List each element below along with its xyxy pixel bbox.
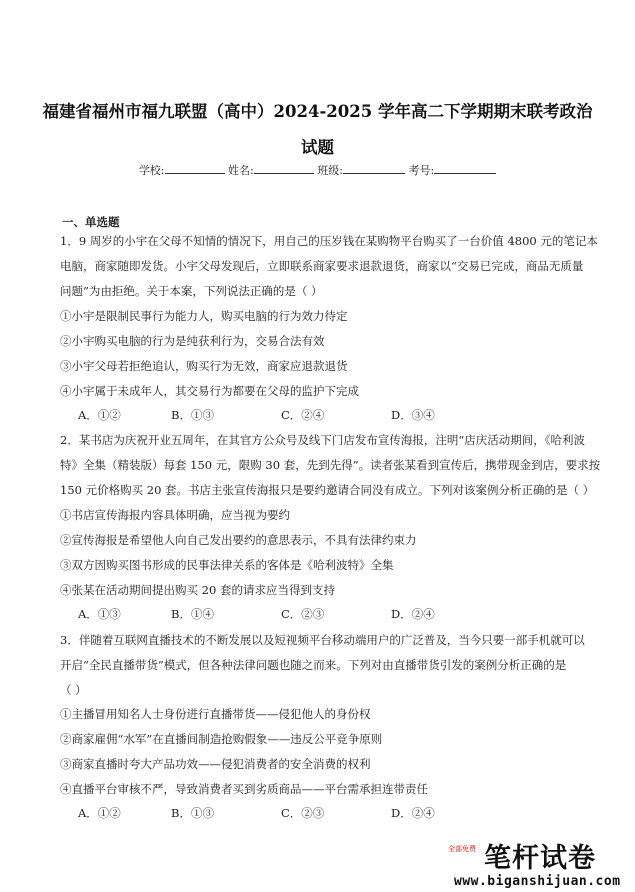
- question-1-line-3: 问题”为由拒绝。关于本案，下列说法正确的是（ ）: [60, 284, 323, 298]
- question-3-line-2: 开启“全民直播带货”模式，但各种法律问题也随之而来。下列对由直播带货引发的案例分析正确的是: [60, 658, 567, 672]
- question-2-answer-b: B．①④: [171, 607, 214, 621]
- question-2-option-4: ④张某在活动期间提出购买 20 套的请求应当得到支持: [60, 583, 335, 597]
- exam-title-line2: 试题: [301, 138, 334, 157]
- question-2-line-3: 150 元价格购买 20 套。书店主张宣传海报只是要约邀请合同没有成立。下列对该案例分析正确的是（ ）: [60, 483, 595, 497]
- question-1-option-4: ④小宇属于未成年人，其交易行为都要在父母的监护下完成: [60, 384, 359, 398]
- question-2-line-2: 特》全集（精装版）每套 150 元，限购 30 套，先到先得”。读者张某看到宣传后，携带现金到店，要求按: [60, 458, 601, 472]
- question-1-line-2: 电脑，商家随即发货。小宇父母发现后，立即联系商家要求退款退货，商家以“交易已完成，商品无质量: [60, 259, 584, 273]
- student-info-row: [0, 162, 635, 178]
- question-3-option-2: ②商家雇佣“水军”在直播间制造抢购假象——违反公平竞争原则: [60, 732, 383, 746]
- class-label: 班级:: [317, 164, 343, 177]
- question-3-line-3: （ ）: [60, 683, 87, 697]
- question-2-answer-a: A．①③: [78, 607, 121, 621]
- question-3-option-3: ③商家直播时夸大产品功效——侵犯消费者的安全消费的权利: [60, 757, 371, 771]
- watermark-logo: [444, 836, 635, 892]
- question-3-line-1: 3．伴随着互联网直播技术的不断发展以及短视频平台移动端用户的广泛普及，当今只要一部手机就可以: [60, 633, 585, 647]
- question-1-answer-b: B．①③: [171, 408, 214, 422]
- watermark-url: www.biganshijuan.com: [454, 874, 621, 889]
- name-label: 姓名:: [228, 164, 254, 177]
- school-label: 学校:: [138, 164, 165, 177]
- question-1-option-2: ②小宇购买电脑的行为是纯获利行为，交易合法有效: [60, 334, 325, 348]
- watermark-free-tag: 全部免费: [448, 845, 476, 853]
- question-1-answer-c: C．②④: [281, 408, 325, 422]
- exam-no-blank: [434, 162, 496, 174]
- question-2-option-2: ②宣传海报是希望他人向自己发出要约的意思表示，不具有法律约束力: [60, 533, 417, 547]
- question-1-option-1: ①小宇是限制民事行为能力人，购买电脑的行为效力待定: [60, 309, 348, 323]
- class-blank: [343, 162, 405, 174]
- question-3-answer-d: D．②④: [391, 806, 435, 820]
- question-3-option-1: ①主播冒用知名人士身份进行直播带货——侵犯他人的身份权: [60, 707, 371, 721]
- question-3-answer-a: A．①②: [78, 806, 121, 820]
- question-2-answer-d: D．②④: [391, 607, 435, 621]
- question-1-answer-a: A．①②: [78, 408, 121, 422]
- question-2-option-3: ③双方因购买图书形成的民事法律关系的客体是《哈利波特》全集: [60, 558, 394, 572]
- question-2-line-1: 2．某书店为庆祝开业五周年，在其官方公众号及线下门店发布宣传海报，注明“店庆活动期间，《哈利波: [60, 433, 585, 447]
- exam-title-line1: 福建省福州市福九联盟（高中）2024-2025 学年高二下学期期末联考政治: [42, 102, 593, 121]
- name-blank: [254, 162, 314, 174]
- question-2-option-1: ①书店宣传海报内容具体明确，应当视为要约: [60, 508, 290, 522]
- question-1-answer-d: D．③④: [391, 408, 435, 422]
- question-3-option-4: ④直播平台审核不严，导致消费者买到劣质商品——平台需承担连带责任: [60, 782, 428, 796]
- question-1-option-3: ③小宇父母若拒绝追认，购买行为无效，商家应退款退货: [60, 359, 348, 373]
- question-1-line-1: 1．9 周岁的小宇在父母不知情的情况下，用自己的压岁钱在某购物平台购买了一台价值 4800 元的笔记本: [60, 234, 598, 248]
- exam-no-label: 考号:: [408, 164, 435, 177]
- question-3-answer-c: C．②③: [281, 806, 325, 820]
- watermark-brand: 笔杆试卷: [484, 843, 596, 874]
- question-2-answer-c: C．②③: [281, 607, 325, 621]
- question-3-answer-b: B．①③: [171, 806, 214, 820]
- school-blank: [165, 162, 225, 174]
- section-title: 一、单选题: [62, 215, 120, 229]
